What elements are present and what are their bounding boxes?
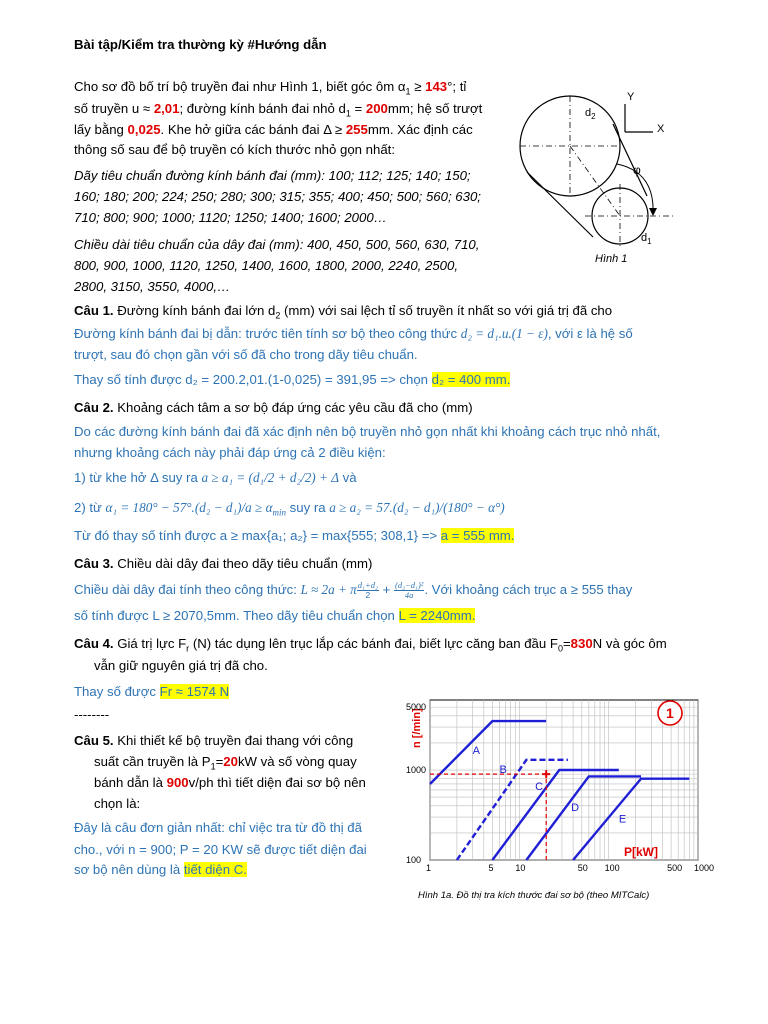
x-tick-label: 100: [604, 863, 620, 873]
q1-answer-line-2: trượt, sau đó chọn gần với số đã cho trong dãy tiêu chuẩn.: [74, 347, 418, 362]
std-diameter-line-3: 710; 800; 900; 1000; 1120; 1250; 1400; 1600; 2000…: [74, 210, 387, 225]
q3-answer-line-1: Chiều dài dây đai tính theo công thức: L ≈ 2a + π $\frac{\text{d₁+d₂}}{2}$ + $\frac{\text{(d₂−d₁)²}}{4a}$ . Với khoảng cách trục a ≥ 555 thay: [74, 580, 633, 600]
gap-value: 255: [345, 122, 368, 137]
std-diameter-line-1: Dãy tiêu chuẩn đường kính bánh đai (mm): 100; 112; 125; 140; 150;: [74, 168, 471, 183]
q1-final-answer: d₂ = 400 mm.: [431, 372, 511, 387]
speed-value: 900: [166, 775, 189, 790]
alpha-value: 143: [425, 79, 448, 94]
q5-question-line-3: bánh dẫn là 900v/ph thì tiết diện đai sơ bộ nên: [94, 775, 366, 790]
y-tick-label: 1000: [406, 765, 427, 776]
separator: --------: [74, 707, 110, 722]
std-length-line-3: 2800, 3150, 3550, 4000,…: [74, 279, 231, 294]
q1-answer-line-1: Đường kính bánh đai bị dẫn: trước tiên tính sơ bộ theo công thức d₂ = d₁.u.(1 − ε), với ε là hệ số: [74, 326, 633, 341]
x-axis-label: X: [657, 123, 665, 135]
band-label-e: E: [618, 813, 627, 826]
q5-question-line-1: Câu 5. Khi thiết kế bộ truyền đai thang với công: [74, 733, 354, 748]
y-tick-label: 100: [406, 855, 422, 865]
svg-text:1: 1: [666, 705, 674, 721]
q2-answer-line-3: Từ đó thay số tính được a ≥ max{a₁; a₂} = max{555; 308,1} => a = 555 mm.: [74, 528, 515, 543]
q3-final-answer: L = 2240mm.: [398, 608, 476, 623]
intro-line-4: thông số sau để bộ truyền có kích thước nhỏ gọn nhất:: [74, 142, 396, 157]
x-tick-label: 50: [577, 863, 588, 873]
q4-question-line-1: Câu 4. Giá trị lực $F_r$ (N) tác dụng lên trục lắp các bánh đai, biết lực căng ban đầu $F_0=830N$ và góc ôm: [74, 636, 667, 654]
q5-question-line-4: chọn là:: [94, 796, 141, 811]
q4-answer: Thay số được Fr ≈ 1574 N: [74, 684, 230, 699]
q4-final-answer: Fr ≈ 1574 N: [159, 684, 230, 699]
q5-answer-line-2: cho., với n = 900; P = 20 KW sẽ được tiết diện đai: [74, 842, 367, 857]
q3-answer-line-2: số tính được L ≥ 2070,5mm. Theo dãy tiêu chuẩn chọn L = 2240mm.: [74, 608, 476, 623]
q1-question: Câu 1. Đường kính bánh đai lớn $d_2$ (mm) với sai lệch tỉ số truyền ít nhất so với giá trị đã cho: [74, 303, 613, 321]
y-axis-title: n [/min]: [411, 708, 423, 748]
intro-line-2: số truyền u ≈ 2,01; đường kính bánh đai nhỏ $d_1 = 200mm$; hệ số trượt: [74, 101, 483, 119]
d1-value: 200: [365, 101, 388, 116]
chart-caption: Hình 1a. Đồ thị tra kích thước đai sơ bộ (theo MITCalc): [418, 890, 650, 901]
pulley-figure: [505, 84, 690, 274]
q5-answer-line-3: sơ bộ nên dùng là tiết diện C.: [74, 862, 247, 877]
band-label-d: D: [571, 802, 580, 815]
q5-answer-line-1: Đây là câu đơn giản nhất: chỉ việc tra từ đồ thị đã: [74, 820, 362, 835]
power-value: 20: [223, 754, 238, 769]
q4-question-line-2: vẫn giữ nguyên giá trị đã cho.: [94, 658, 268, 673]
q2-answer-line-1: Do các đường kính bánh đai đã xác định nên bộ truyền nhỏ gọn nhất khi khoảng cách trục nhỏ nhất,: [74, 424, 661, 439]
q2-condition-2: 2) từ $\alpha_1 = 180^\circ - 57^\circ.(d_2 - d_1)/a \ge \alpha_{min}$ suy ra a ≥ a₂ = 57.(d₂ − d₁)/(180° − α°): [74, 500, 505, 518]
belt-selection-chart: [398, 690, 715, 905]
q1-answer-line-3: Thay số tính được d₂ = 200.2,01.(1-0,025) = 391,95 => chọn d₂ = 400 mm.: [74, 372, 511, 387]
q2-answer-line-2: nhưng khoảng cách này phải đáp ứng cả 2 điều kiện:: [74, 445, 386, 460]
q2-condition-1: 1) từ khe hở Δ suy ra a ≥ a₁ = (d₁/2 + d₂/2) + Δ và: [74, 470, 357, 485]
phi-label: φ: [633, 163, 641, 177]
y-tick-label: 5000: [406, 702, 427, 713]
x-tick-label: 500: [667, 863, 683, 873]
d1-label: $d_1$: [641, 232, 652, 246]
q2-final-answer: a = 555 mm.: [440, 528, 515, 543]
band-label-a: A: [472, 745, 480, 758]
y-axis-label: Y: [627, 91, 635, 103]
x-axis-title: P[kW]: [624, 845, 658, 859]
x-tick-label: 5: [488, 863, 494, 873]
q5-final-answer: tiết diện C.: [183, 862, 247, 877]
std-diameter-line-2: 160; 180; 200; 224; 250; 280; 300; 315; 355; 400; 450; 500; 560; 630;: [74, 189, 481, 204]
ratio-value: 2,01: [153, 101, 180, 116]
x-tick-label: 1: [426, 863, 432, 873]
page-title: Bài tập/Kiểm tra thường kỳ #Hướng dẫn: [74, 37, 327, 52]
band-label-b: B: [499, 763, 507, 776]
x-tick-label: 1000: [694, 863, 715, 873]
q5-question-line-2: suất cần truyền là $P_1=20kW$ và số vòng quay: [94, 754, 357, 772]
q3-question: Câu 3. Chiều dài dây đai theo dãy tiêu chuẩn (mm): [74, 556, 373, 571]
d2-label: $d_2$: [585, 107, 596, 121]
q2-question: Câu 2. Khoảng cách tâm a sơ bộ đáp ứng các yêu cầu đã cho (mm): [74, 400, 473, 415]
intro-line-1: Cho sơ đồ bố trí bộ truyền đai như Hình 1, biết góc ôm $\alpha_1 \ge 143^\circ$; tỉ: [74, 79, 467, 97]
figure1-caption: Hình 1: [595, 253, 628, 265]
intro-line-3: lấy bằng 0,025. Khe hở giữa các bánh đai Δ ≥ 255mm. Xác định các: [74, 122, 473, 137]
f0-value: 830: [570, 636, 593, 651]
slip-value: 0,025: [127, 122, 161, 137]
std-length-line-2: 800, 900, 1000, 1120, 1250, 1400, 1600, 1800, 2000, 2240, 2500,: [74, 258, 459, 273]
x-tick-label: 10: [515, 863, 526, 873]
std-length-line-1: Chiều dài tiêu chuẩn của dây đai (mm): 400, 450, 500, 560, 630, 710,: [74, 237, 480, 252]
band-label-c: C: [535, 780, 544, 793]
